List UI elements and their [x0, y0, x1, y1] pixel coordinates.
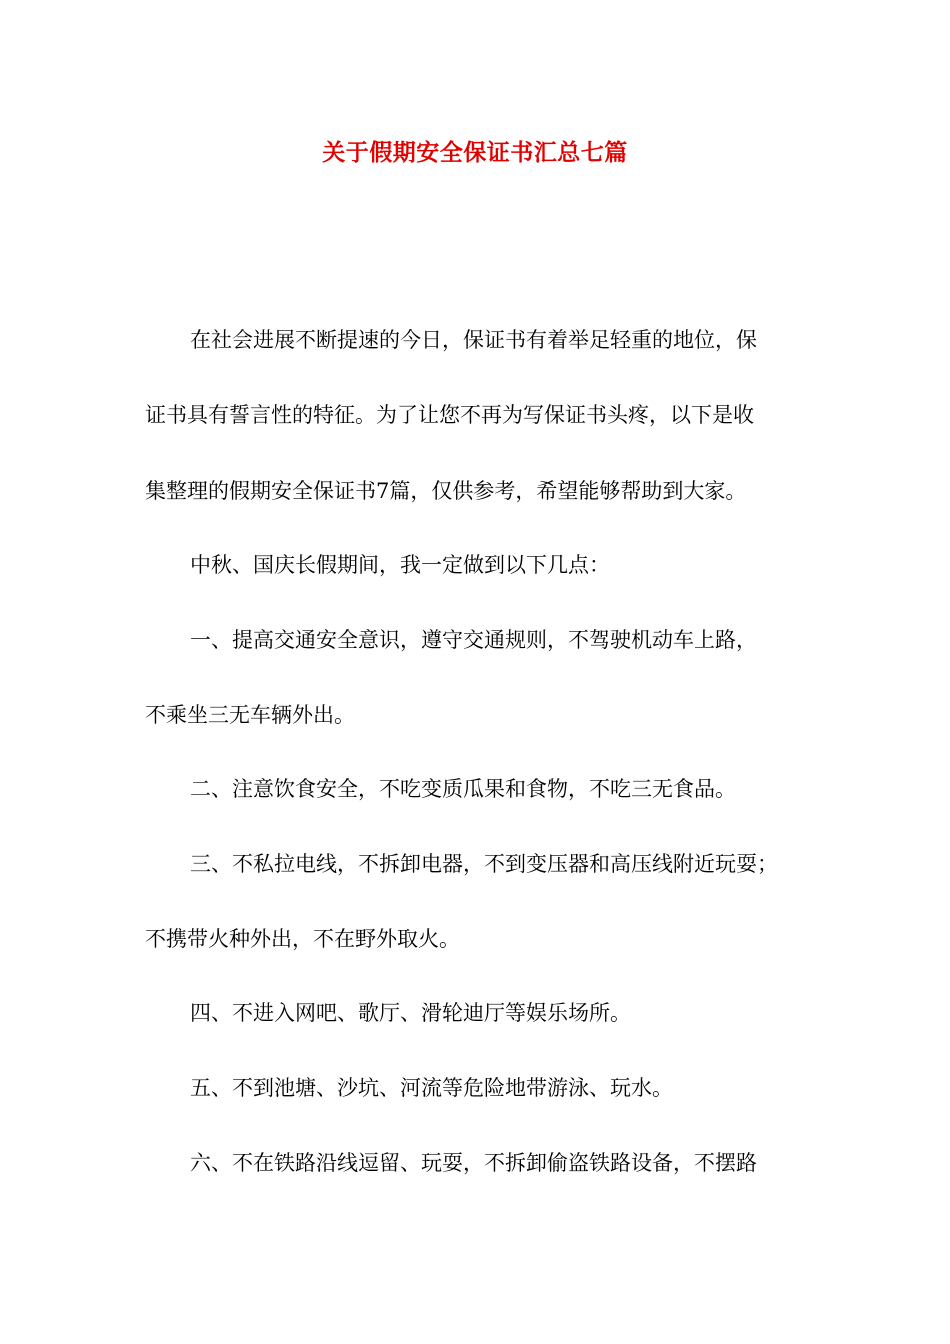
paragraph-line-5: 一、提高交通安全意识，遵守交通规则，不驾驶机动车上路， — [190, 628, 757, 652]
paragraph-line-11: 五、不到池塘、沙坑、河流等危险地带游泳、玩水。 — [190, 1076, 673, 1100]
paragraph-line-10: 四、不进入网吧、歌厅、滑轮迪厅等娱乐场所。 — [190, 1001, 631, 1025]
paragraph-line-2: 证书具有誓言性的特征。为了让您不再为写保证书头疼，以下是收 — [145, 403, 754, 427]
paragraph-line-8: 三、不私拉电线，不拆卸电器，不到变压器和高压线附近玩耍； — [190, 852, 778, 876]
paragraph-line-3: 集整理的假期安全保证书7篇，仅供参考，希望能够帮助到大家。 — [145, 479, 747, 503]
paragraph-line-7: 二、注意饮食安全，不吃变质瓜果和食物，不吃三无食品。 — [190, 777, 736, 801]
paragraph-line-4: 中秋、国庆长假期间，我一定做到以下几点： — [190, 553, 610, 577]
paragraph-line-12: 六、不在铁路沿线逗留、玩耍，不拆卸偷盗铁路设备，不摆路 — [190, 1151, 757, 1175]
paragraph-line-6: 不乘坐三无车辆外出。 — [145, 703, 355, 727]
paragraph-line-1: 在社会进展不断提速的今日，保证书有着举足轻重的地位，保 — [190, 328, 757, 352]
paragraph-line-9: 不携带火种外出，不在野外取火。 — [145, 927, 460, 951]
document-title: 关于假期安全保证书汇总七篇 — [322, 139, 628, 166]
